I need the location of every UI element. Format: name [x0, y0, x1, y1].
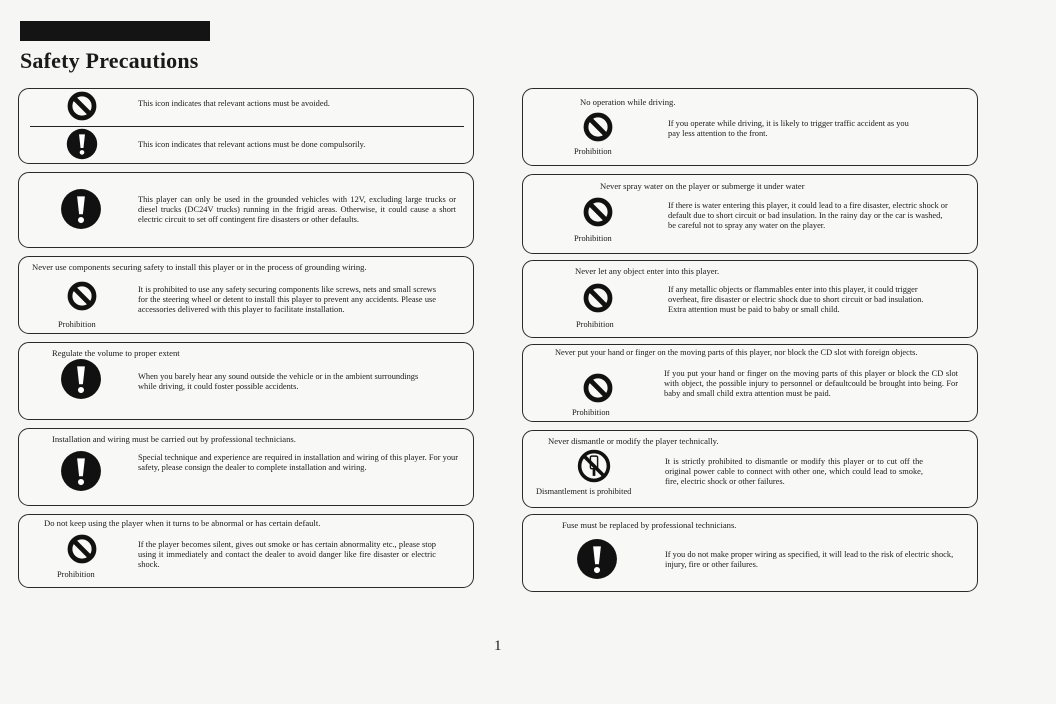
object-header: Never let any object enter into this player.: [575, 266, 720, 276]
volume-text: When you barely hear any sound outside the vehicle or in the ambient surroundings while driving, it could foster possible accidents.: [138, 372, 419, 391]
dismantle-header: Never dismantle or modify the player technically.: [548, 436, 719, 446]
hand-header: Never put your hand or finger on the moving parts of this player, nor block the CD slot with foreign objects.: [555, 348, 918, 357]
exclamation-icon: [66, 128, 98, 160]
water-label: Prohibition: [574, 234, 612, 243]
dismantle-text: It is strictly prohibited to dismantle or modify this player or to cut off the original power cable to connect with other one, which could lead to smoke, fire, electric shock or other failures.: [665, 457, 923, 486]
abnormal-text: If the player becomes silent, gives out smoke or has certain abnormality etc., please stop using it immediately and contact the dealer to avoid danger like fire disaster or electric shock.: [138, 540, 436, 569]
components-header: Never use components securing safety to install this player or in the process of grounding wiring.: [32, 262, 367, 272]
fuse-text: If you do not make proper wiring as specified, it will lead to the risk of electric shock, injury, fire or other failures.: [665, 550, 954, 569]
driving-label: Prohibition: [574, 147, 612, 156]
legend-avoid-text: This icon indicates that relevant actions must be avoided.: [138, 99, 330, 108]
driving-text: If you operate while driving, it is likely to trigger traffic accident as you pay less attention to the front.: [668, 119, 909, 138]
exclamation-icon: [576, 538, 618, 580]
install-header: Installation and wiring must be carried out by professional technicians.: [52, 434, 296, 444]
exclamation-icon: [60, 188, 102, 230]
object-label: Prohibition: [576, 320, 614, 329]
legend-compulsory-text: This icon indicates that relevant actions must be done compulsorily.: [138, 140, 366, 149]
water-text: If there is water entering this player, it could lead to a fire disaster, electric shock or default due to short circuit or bad insulation. In the rainy day or the car is washed, be careful not to spray any water on the player.: [668, 201, 948, 230]
exclamation-icon: [60, 358, 102, 400]
volume-header: Regulate the volume to proper extent: [52, 348, 180, 358]
prohibition-icon: [66, 90, 98, 122]
prohibition-icon: [582, 372, 614, 404]
driving-header: No operation while driving.: [580, 97, 676, 107]
hand-label: Prohibition: [572, 408, 610, 417]
page-number: 1: [494, 638, 502, 654]
page-title: Safety Precautions: [20, 48, 199, 73]
prohibition-icon: [582, 196, 614, 228]
fuse-header: Fuse must be replaced by professional technicians.: [562, 520, 737, 530]
prohibition-icon: [582, 282, 614, 314]
prohibition-icon: [66, 280, 98, 312]
water-header: Never spray water on the player or submerge it under water: [600, 181, 805, 191]
prohibition-icon: [582, 111, 614, 143]
hand-text: If you put your hand or finger on the moving parts of this player or block the CD slot with object, the possible injury to personnel or defaultcould be brought into being. For baby and small child extra attention must be paid.: [664, 369, 958, 398]
legend-divider: [30, 126, 464, 127]
abnormal-header: Do not keep using the player when it turns to be abnormal or has certain default.: [44, 518, 321, 528]
dismantle-label: Dismantlement is prohibited: [536, 487, 632, 496]
header-bar: [20, 21, 210, 41]
prohibition-icon: [66, 533, 98, 565]
no-dismantle-icon: [576, 448, 612, 484]
grounded-text: This player can only be used in the grounded vehicles with 12V, excluding large trucks or diesel trucks (DC24V trucks) running in the frigid areas. Otherwise, it could cause a short electric circuit to set off contingent fire disasters or other defaults.: [138, 195, 456, 224]
exclamation-icon: [60, 450, 102, 492]
components-label: Prohibition: [58, 320, 96, 329]
abnormal-label: Prohibition: [57, 570, 95, 579]
object-text: If any metallic objects or flammables enter into this player, it could trigger overheat, fire disaster or electric shock due to short circuit or bad insulation. Extra attention must be paid to baby or small child.: [668, 285, 924, 314]
components-text: It is prohibited to use any safety securing components like screws, nets and small screws for the steering wheel or detent to install this player to prevent any accidents. Please use accessories delivered with this player to facilitate installation.: [138, 285, 436, 314]
install-text: Special technique and experience are required in installation and wiring of this player. For your safety, please consign the dealer to complete installation and wiring.: [138, 453, 458, 472]
